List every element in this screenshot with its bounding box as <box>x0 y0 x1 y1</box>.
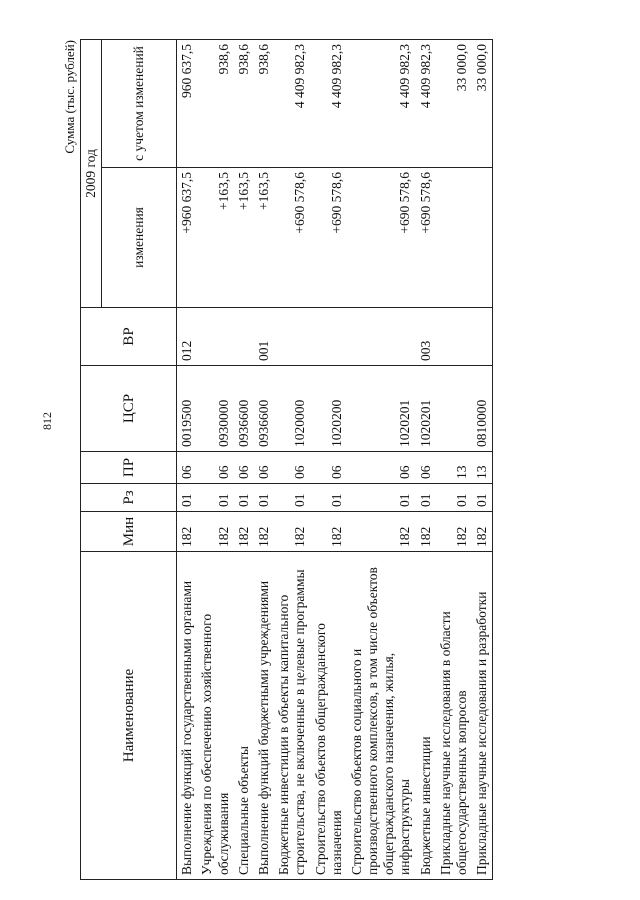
row-name: Прикладные научные исследования в области общегосударственных вопросов <box>436 552 472 880</box>
row-min: 182 <box>347 512 416 552</box>
row-vr: 012 <box>177 308 198 366</box>
row-rz: 01 <box>274 484 310 512</box>
table-row <box>472 40 493 880</box>
row-pr: 13 <box>436 452 472 484</box>
row-change: +690 578,6 <box>274 168 310 308</box>
row-rz: 01 <box>311 484 347 512</box>
row-name: Бюджетные инвестиции <box>416 552 436 880</box>
row-total: 4 409 982,3 <box>347 40 416 168</box>
row-csr: 0930000 <box>197 366 233 452</box>
row-rz: 01 <box>197 484 233 512</box>
header-csr: ЦСР <box>81 366 177 452</box>
header-vr: ВР <box>81 308 177 366</box>
header-name: Наименование <box>81 552 177 880</box>
row-change: +690 578,6 <box>416 168 436 308</box>
header-changes: изменения <box>102 168 177 308</box>
table-row <box>311 40 347 880</box>
row-total: 960 637,5 <box>177 40 198 168</box>
row-total: 4 409 982,3 <box>311 40 347 168</box>
row-change: +960 637,5 <box>177 168 198 308</box>
row-min: 182 <box>234 512 254 552</box>
row-total: 938,6 <box>234 40 254 168</box>
row-name: Прикладные научные исследования и разработки <box>472 552 493 880</box>
row-name: Специальные объекты <box>234 552 254 880</box>
row-pr: 06 <box>311 452 347 484</box>
row-csr: 0810000 <box>472 366 493 452</box>
row-min: 182 <box>177 512 198 552</box>
row-min: 182 <box>311 512 347 552</box>
header-rz: Рз <box>81 484 177 512</box>
budget-table <box>80 39 493 880</box>
header-year: 2009 год <box>81 40 102 308</box>
table-row <box>197 40 233 880</box>
row-pr: 06 <box>234 452 254 484</box>
row-total: 4 409 982,3 <box>416 40 436 168</box>
row-vr <box>274 308 310 366</box>
row-csr: 0936600 <box>254 366 274 452</box>
row-pr: 06 <box>254 452 274 484</box>
row-rz: 01 <box>234 484 254 512</box>
row-pr: 06 <box>347 452 416 484</box>
rotated-page <box>62 40 640 880</box>
row-min: 182 <box>254 512 274 552</box>
table-body <box>177 40 493 880</box>
page-number: 812 <box>40 412 54 430</box>
row-pr: 06 <box>197 452 233 484</box>
row-rz: 01 <box>347 484 416 512</box>
row-change: +163,5 <box>254 168 274 308</box>
row-total: 4 409 982,3 <box>274 40 310 168</box>
row-vr <box>347 308 416 366</box>
row-name: Выполнение функций бюджетными учреждениями <box>254 552 274 880</box>
row-rz: 01 <box>254 484 274 512</box>
row-rz: 01 <box>177 484 198 512</box>
header-with-changes: с учетом изменений <box>102 40 177 168</box>
row-vr <box>311 308 347 366</box>
row-vr: 003 <box>416 308 436 366</box>
row-pr: 13 <box>472 452 493 484</box>
header-pr: ПР <box>81 452 177 484</box>
row-min: 182 <box>274 512 310 552</box>
row-csr: 0936600 <box>234 366 254 452</box>
row-pr: 06 <box>416 452 436 484</box>
row-change <box>436 168 472 308</box>
row-rz: 01 <box>416 484 436 512</box>
row-change: +163,5 <box>197 168 233 308</box>
row-change <box>472 168 493 308</box>
row-vr <box>436 308 472 366</box>
header-min: Мин <box>81 512 177 552</box>
row-pr: 06 <box>274 452 310 484</box>
row-change: +690 578,6 <box>347 168 416 308</box>
row-min: 182 <box>197 512 233 552</box>
row-total: 938,6 <box>197 40 233 168</box>
table-row <box>177 40 198 880</box>
row-csr: 1020200 <box>311 366 347 452</box>
row-total: 33 000,0 <box>436 40 472 168</box>
row-name: Бюджетные инвестиции в объекты капитального строительства, не включенные в целевые программы <box>274 552 310 880</box>
row-name: Учреждения по обеспечению хозяйственного обслуживания <box>197 552 233 880</box>
row-csr: 0019500 <box>177 366 198 452</box>
row-total: 33 000,0 <box>472 40 493 168</box>
row-name: Строительство объектов социального и производственного комплексов, в том числе объектов общегражданского назначения, жилья, инфраструктуры <box>347 552 416 880</box>
table-row <box>416 40 436 880</box>
row-vr <box>234 308 254 366</box>
table-row <box>436 40 472 880</box>
row-total: 938,6 <box>254 40 274 168</box>
row-rz: 01 <box>472 484 493 512</box>
row-change: +690 578,6 <box>311 168 347 308</box>
row-name: Строительство объектов общегражданского назначения <box>311 552 347 880</box>
row-csr: 1020201 <box>347 366 416 452</box>
table-row <box>274 40 310 880</box>
table-row <box>254 40 274 880</box>
row-csr <box>436 366 472 452</box>
table-row <box>234 40 254 880</box>
row-csr: 1020000 <box>274 366 310 452</box>
row-vr <box>197 308 233 366</box>
table-row <box>347 40 416 880</box>
row-vr: 001 <box>254 308 274 366</box>
row-vr <box>472 308 493 366</box>
row-min: 182 <box>436 512 472 552</box>
row-name: Выполнение функций государственными органами <box>177 552 198 880</box>
row-min: 182 <box>472 512 493 552</box>
row-min: 182 <box>416 512 436 552</box>
row-change: +163,5 <box>234 168 254 308</box>
unit-label: Сумма (тыс. рублей) <box>62 40 77 154</box>
row-csr: 1020201 <box>416 366 436 452</box>
row-rz: 01 <box>436 484 472 512</box>
row-pr: 06 <box>177 452 198 484</box>
